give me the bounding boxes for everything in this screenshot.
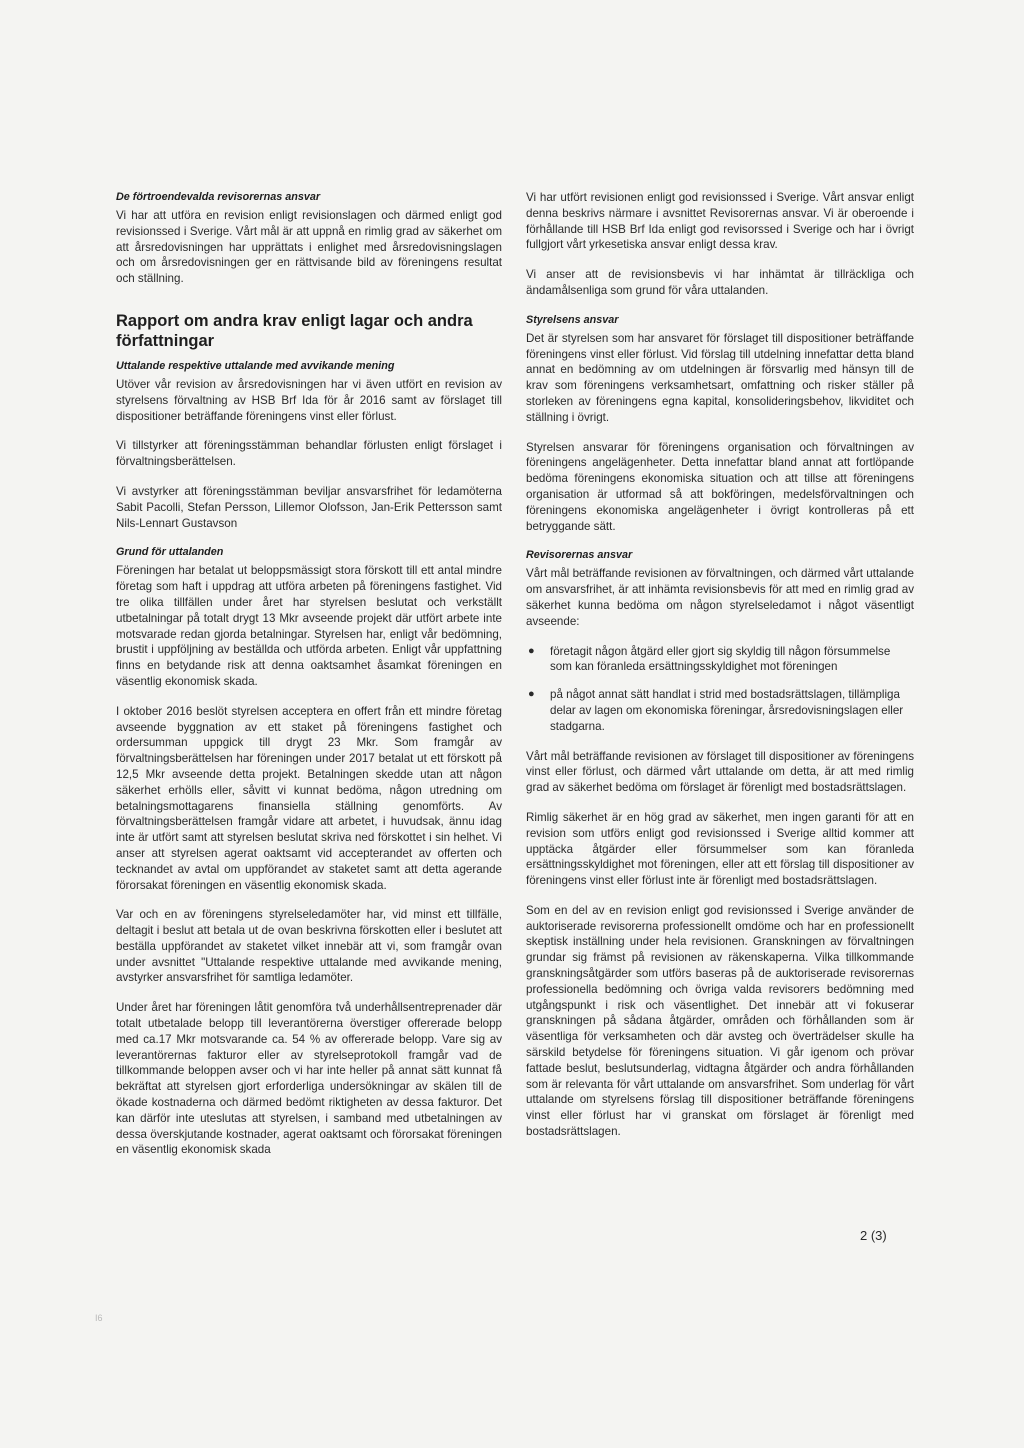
heading-board-responsibility: Styrelsens ansvar — [526, 313, 619, 326]
heading-auditors-responsibility: Revisorernas ansvar — [526, 549, 633, 562]
bullet-icon: ● — [528, 644, 535, 657]
list-item — [526, 644, 914, 676]
heading-auditor-responsibility: De förtroendevalda revisorernas ansvar — [116, 191, 321, 203]
paragraph-grounds-1: Föreningen har betalat ut beloppsmässigt stora förskott till ett antal mindre företag som haft i uppdrag att utföra arbeten på föreningens fastighet. Vid tre olika tillfällen under året har styrelsen beslutat och verkställt utbetalningar på totalt drygt 13 Mkr avseende projekt där utfört arbete inte motsvarade redan gjorda betalningar. Styrelsen har, enligt vår bedömning, brustit i uppföljning av beställda och utförda arbeten. Enligt vår uppfattning finns en betydande risk att denna oaktsamhet åsamkat föreningen en väsentlig ekonomisk skada. — [116, 564, 502, 688]
left-column — [116, 190, 502, 1172]
paragraph-opinion-3: Vi avstyrker att föreningsstämman beviljar ansvarsfrihet för ledamöterna Sabit Pacolli, Stefan Persson, Lillemor Olofsson, Jan-Erik Pettersson samt Nils-Lennart Gustavson — [116, 484, 502, 530]
paragraph-board-1: Det är styrelsen som har ansvaret för förslaget till dispositioner beträffande föreningens vinst eller förlust. Vid förslag till utdelning innefattar detta bland annat en bedömning av om utdelningen är försvarlig med hänsyn till de krav som föreningens verksamhetsart, omfattning och risker ställer på storleken av föreningens egna kapital, konsolideringsbehov, likviditet och ställning i övrigt. — [526, 331, 914, 424]
paragraph-auditors-1: Vårt mål beträffande revisionen av förvaltningen, och därmed vårt uttalande om ansvarsfrihet, är att inhämta revisionsbevis för att med en rimlig grad av säkerhet kunna bedöma om någon styrelseledamot i något väsentligt avseende: — [526, 567, 914, 628]
paragraph-basis-2: Vi anser att de revisionsbevis vi har inhämtat är tillräckliga och ändamålsenliga som grund för våra uttalanden. — [526, 268, 914, 297]
list-item-text: företagit någon åtgärd eller gjort sig skyldig till någon försummelse som kan föranleda ersättningsskyldighet mot föreningen — [550, 644, 891, 674]
bullet-icon: ● — [528, 688, 535, 701]
paragraph-board-2: Styrelsen ansvarar för föreningens organisation och förvaltningen av föreningens angelägenheter. Detta innefattar bland annat att fortlöpande bedöma föreningens ekonomiska situation och att tillse att föreningens organisation är utformad så att bokföringen, medelsförvaltningen och föreningens ekonomiska angelägenheter i övrigt kontrolleras på ett betryggande sätt. — [526, 440, 914, 533]
paragraph-auditors-3: Rimlig säkerhet är en hög grad av säkerhet, men ingen garanti för att en revision som utförs enligt god revisionssed i Sverige alltid kommer att upptäcka åtgärder eller försummelser som kan föranleda ersättningsskyldighet mot föreningen, eller att ett förslag till dispositioner av föreningens vinst eller förlust inte är förenligt med bostadsrättslagen. — [526, 810, 914, 888]
right-column — [526, 190, 914, 1154]
paragraph-opinion-1: Utöver vår revision av årsredovisningen har vi även utfört en revision av styrelsens förvaltning av HSB Brf Ida för år 2016 samt av förslaget till dispositioner beträffande föreningens vinst eller förlust. — [116, 377, 502, 423]
list-item — [526, 687, 914, 734]
paragraph-auditors-2: Vårt mål beträffande revisionen av förslaget till dispositioner av föreningens vinst eller förlust, och därmed vårt uttalande om detta, är att med rimlig grad av säkerhet bedöma om förslaget är förenligt med bostadsrättslagen. — [526, 749, 914, 795]
paragraph-opinion-2: Vi tillstyrker att föreningsstämman behandlar förlusten enligt förslaget i förvaltningsberättelsen. — [116, 439, 502, 469]
paragraph-grounds-2: I oktober 2016 beslöt styrelsen acceptera en offert från ett mindre företag avseende byggnation av ett staket på föreningens fastighet och ordersumman uppgick till drygt 23 Mkr. Som framgår av förvaltningsberättelsen har föreningen under 2017 betalat ut ett förskott på 12,5 Mkr avseende detta projekt. Betalningen skedde utan att någon säkerhet erhölls eller, såvitt vi kunnat bedöma, någon utredning om betalningsmottagarens finansiella ställning genomförts. Av förvaltningsberättelsen framgår vidare att arbetet, i huvudsak, ännu idag inte är utfört samt att styrelsen beslutat skriva ned förskottet i sin helhet. Vi anser att styrelsen agerat oaktsamt vid accepterandet av offerten och tecknandet av avtal om uppförandet av staketet samt att detta agerande förorsakat föreningen en väsentlig ekonomisk skada. — [116, 704, 502, 892]
paragraph-grounds-3: Var och en av föreningens styrelseledamöter har, vid minst ett tillfälle, deltagit i beslut att betala ut de ovan beskrivna förskotten eller i beslutet att beställa uppförandet av staketet vilket innebär att vi, som framgår ovan under avsnittet "Uttalande respektive uttalande med avvikande mening, avstyrker ansvarsfrihet för samtliga ledamöter. — [116, 908, 502, 985]
bullet-list — [526, 644, 914, 735]
margin-mark: I6 — [95, 1313, 103, 1323]
paragraph-basis-1: Vi har utfört revisionen enligt god revisionssed i Sverige. Vårt ansvar enligt denna beskrivs närmare i avsnittet Revisorernas ansvar. Vi är oberoende i förhållande till HSB Brf Ida enligt god revisorssed i Sverige och har i övrigt fullgjort vårt yrkesetiska ansvar enligt dessa krav. — [526, 191, 914, 252]
list-item-text: på något annat sätt handlat i strid med bostadsrättslagen, tillämpliga delar av lagen om ekonomiska föreningar, årsredovisningslagen eller stadgarna. — [550, 688, 904, 733]
paragraph-auditor-responsibility: Vi har att utföra en revision enligt revisionslagen och därmed enligt god revisionssed i Sverige. Vårt mål är att uppnå en rimlig grad av säkerhet om att årsredovisningen har upprättats i enlighet med årsredovisningslagen och om årsredovisningen ger en rättvisande bild av föreningens resultat och ställning. — [116, 209, 502, 286]
page-number: 2 (3) — [860, 1228, 887, 1243]
heading-other-requirements-report: Rapport om andra krav enligt lagar och andra författningar — [116, 311, 473, 350]
paragraph-grounds-4: Under året har föreningen låtit genomföra två underhållsentreprenader där totalt utbetalade belopp till leverantörerna överstiger offererade belopp med ca.17 Mkr motsvarande ca. 54 % av offererade belopp. Vare sig av leverantörernas fakturor eller av styrelseprotokoll framgår vad de tillkommande beloppen avser och vi har inte heller på annat sätt kunnat få bekräftat att styrelsen gjort erforderliga undersökningar av skälen till de ökade kostnaderna och därmed bedömt riktigheten av dessa fakturor. Det kan därför inte uteslutas att styrelsen, i samband med utbetalningen av dessa överskjutande kostnader, agerat oaktsamt och förorsakat föreningen en väsentlig ekonomisk skada — [116, 1001, 502, 1157]
heading-grounds: Grund för uttalanden — [116, 546, 224, 559]
heading-opinion: Uttalande respektive uttalande med avvikande mening — [116, 359, 395, 372]
paragraph-auditors-4: Som en del av en revision enligt god revisionssed i Sverige använder de auktoriserade revisorerna professionellt omdöme och har en professionellt skeptisk inställning under hela revisionen. Granskningen av förvaltningen grundar sig främst på revisionen av räkenskaperna. Vilka tillkommande granskningsåtgärder som utförs baseras på de auktoriserade revisorernas professionella bedömning och övriga valda revisorers bedömning med utgångspunkt i risk och väsentlighet. Det innebär att vi fokuserar granskningen på sådana åtgärder, områden och förhållanden som är väsentliga för verksamheten och där avsteg och överträdelser skulle ha särskild betydelse för föreningens situation. Vi går igenom och prövar fattade beslut, beslutsunderlag, vidtagna åtgärder och andra förhållanden som är relevanta för vårt uttalande om ansvarsfrihet. Som underlag för vårt uttalande om styrelsens förslag till dispositioner beträffande föreningens vinst eller förlust har vi granskat om förslaget är förenligt med bostadsrättslagen. — [526, 903, 914, 1139]
